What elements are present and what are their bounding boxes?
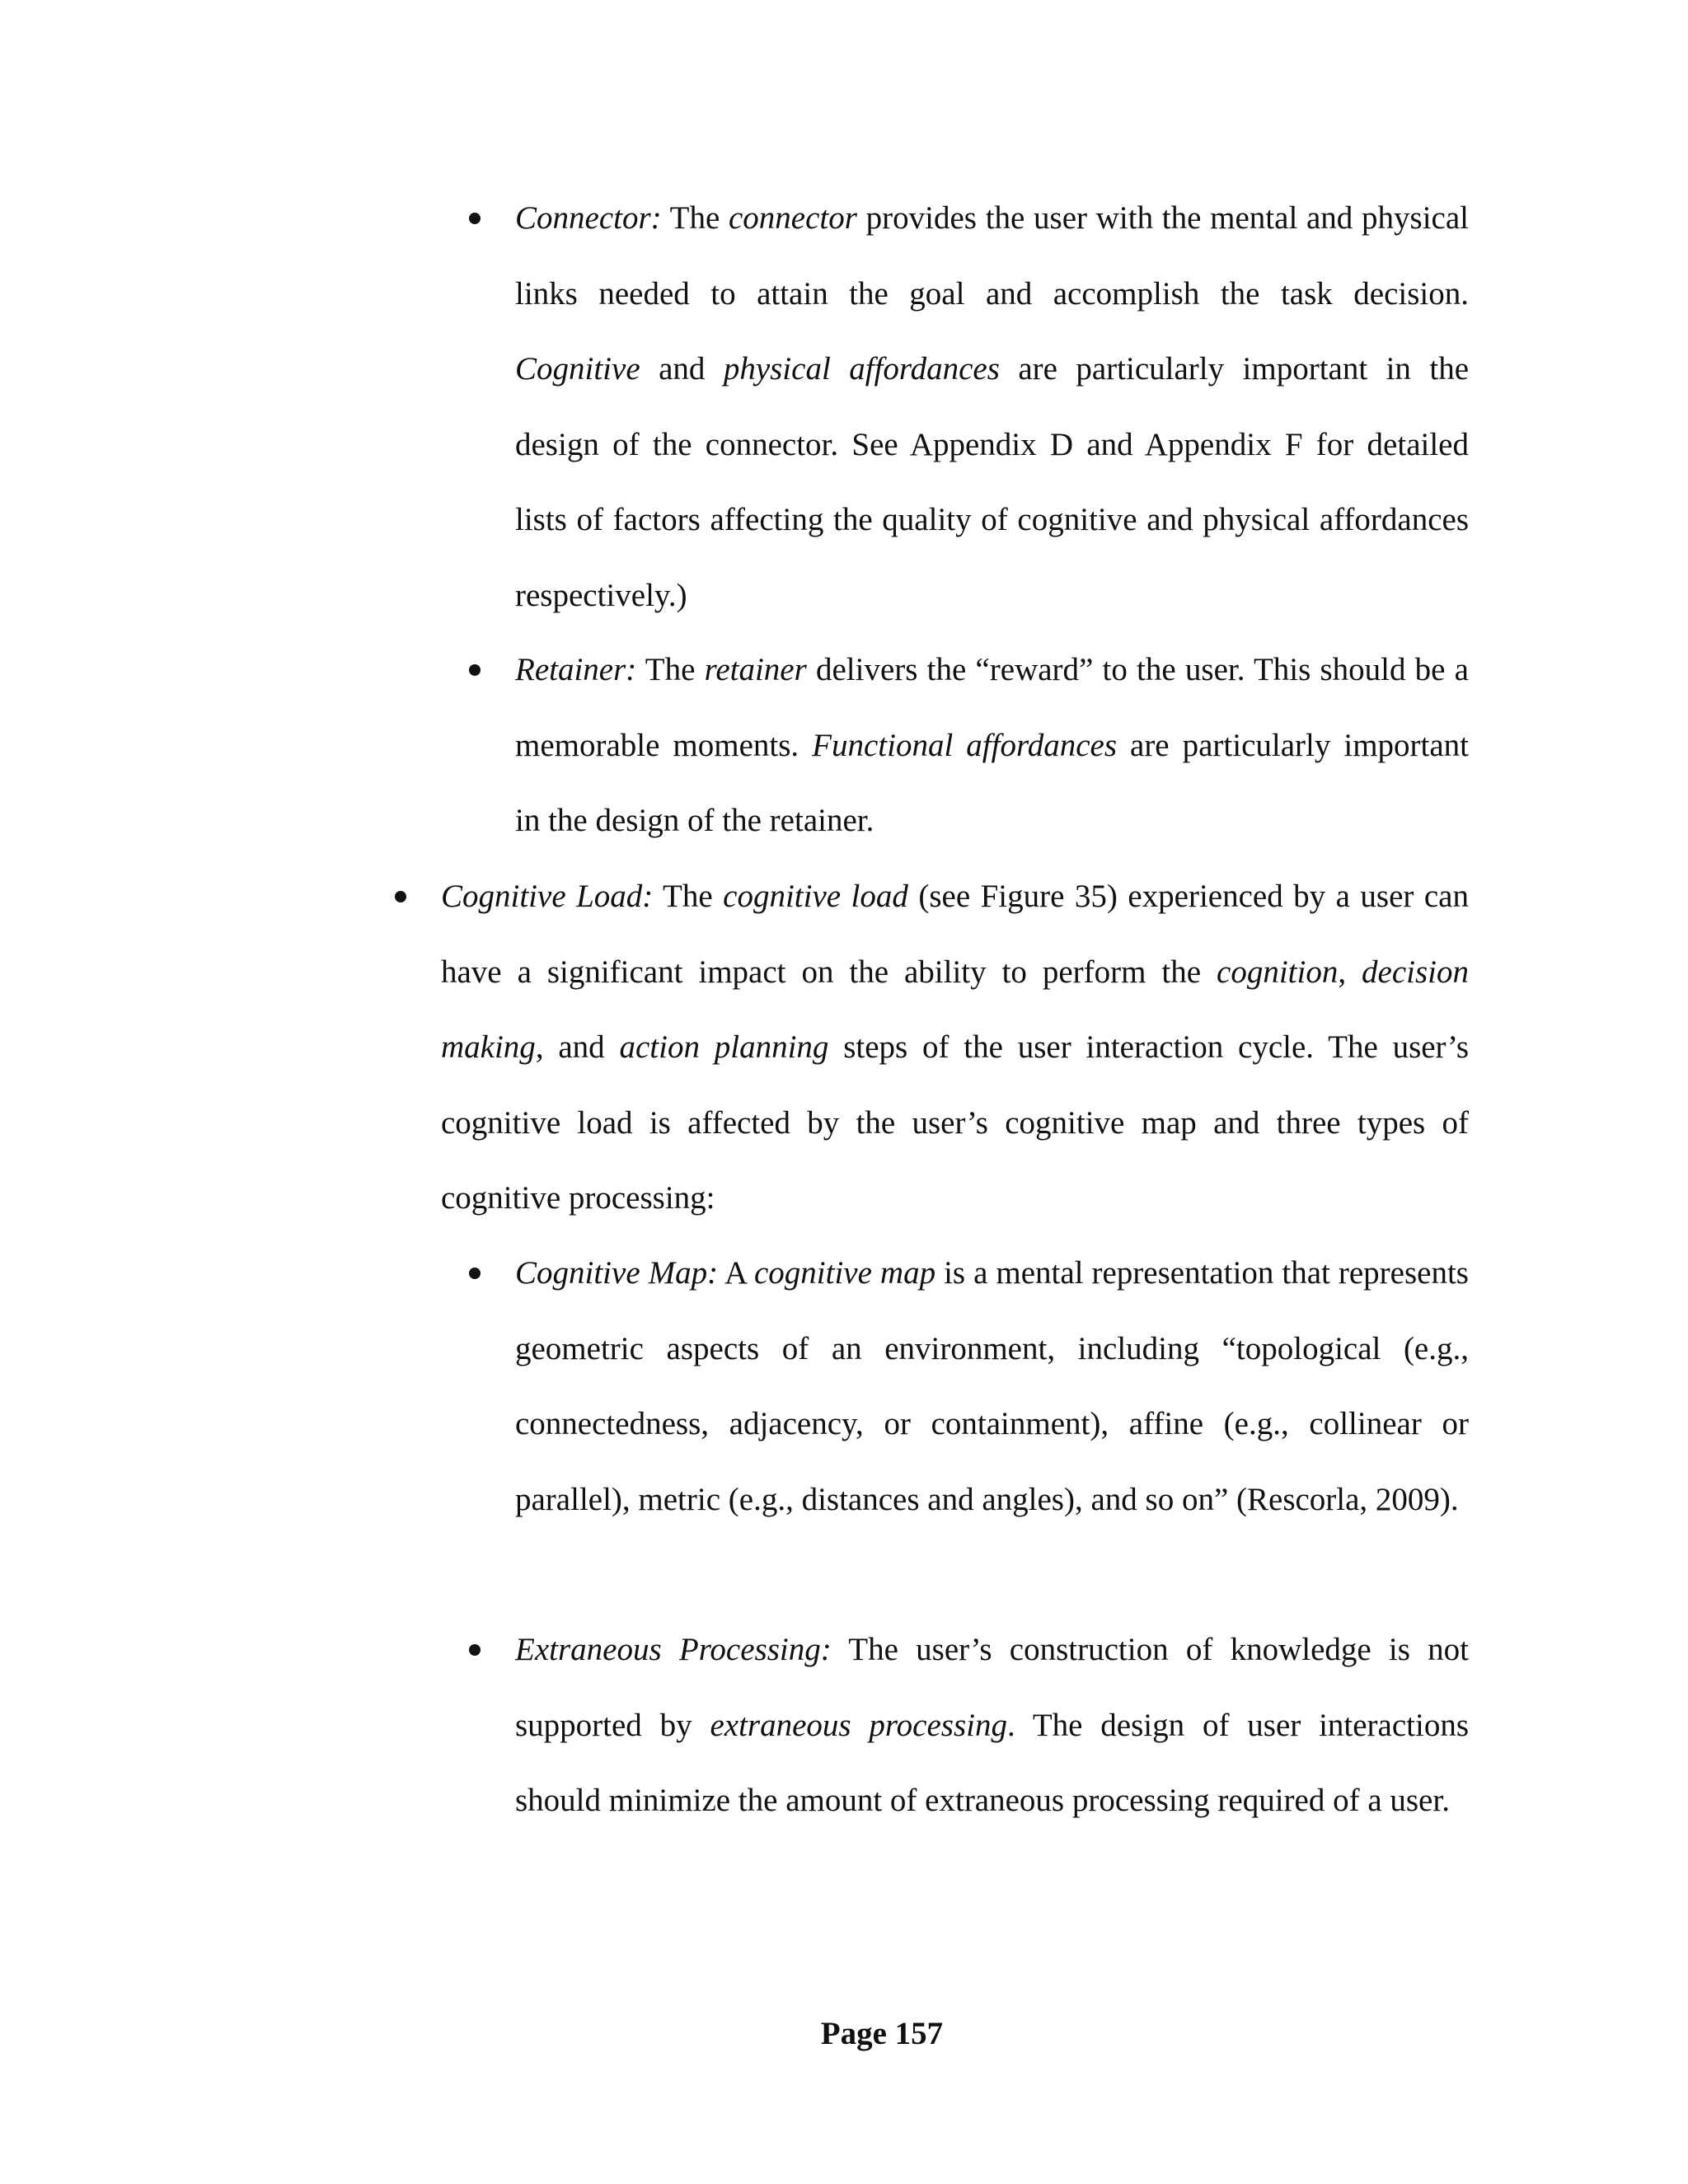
paragraph-cognitive-load [441,859,1469,1236]
emphasis: Cognitive [515,351,640,387]
emphasis: extraneous processing [710,1707,1007,1743]
text-run: The [653,879,724,914]
term-cognitive-map: Cognitive Map: [515,1255,719,1291]
text-run: , [1338,954,1362,990]
bullet-icon [395,891,406,902]
text-run: and [640,351,724,387]
emphasis: Functional affordances [812,727,1118,763]
text-run: are particularly important in the design of the retainer. [515,727,1470,838]
text-run: are particularly important in the design of the connector. See Appendix D and Appendix F for detailed lists of factors affecting the quality of cognitive and physical affordances respectively.) [515,351,1469,613]
text-run: , and [535,1029,620,1065]
emphasis: cognition [1217,954,1339,990]
paragraph-retainer [515,632,1469,859]
text-run: (see Figure 35) experienced by a user can have a significant impact on the ability to perform the [441,879,1469,990]
emphasis: decision making [441,954,1470,1065]
text-run: provides the user with the mental and physical links needed to attain the goal and accomplish the task decision. [515,200,1469,312]
term-extraneous-processing: Extraneous Processing: [515,1632,832,1667]
paragraph-connector [515,180,1469,633]
emphasis: cognitive load [723,879,908,914]
paragraph-extraneous-processing [515,1612,1469,1839]
list-item-retainer [515,632,1469,859]
list-item-cognitive-map [515,1235,1469,1537]
term-cognitive-load: Cognitive Load: [441,879,654,914]
bullet-icon [469,213,481,224]
paragraph-cognitive-map [515,1235,1469,1537]
term-connector: Connector: [515,200,662,236]
bullet-icon [469,1644,481,1656]
page-number: Page 157 [820,2016,944,2051]
emphasis: physical affordances [723,351,1000,387]
text-run: The [636,652,705,687]
emphasis: connector [729,200,857,236]
bullet-icon [469,664,481,676]
list-item-cognitive-load [441,859,1469,1236]
emphasis: action planning [619,1029,829,1065]
text-run: . The design of user interactions should minimize the amount of extraneous processing required of a user. [515,1707,1469,1818]
text-run: The [661,200,729,236]
emphasis: cognitive map [753,1255,936,1291]
text-run: A [718,1255,754,1291]
text-run: The user’s construction of knowledge is not supported by [515,1632,1470,1743]
text-run: steps of the user interaction cycle. The user’s cognitive load is affected by the user’s cognitive map and three types of cognitive processing: [441,1029,1470,1216]
list-item-connector [515,180,1469,633]
term-retainer: Retainer: [515,652,637,687]
text-run: is a mental representation that represents geometric aspects of an environment, including “topological (e.g., connectedness, adjacency, or containment), affine (e.g., collinear or parallel), metric (e.g., distances and angles), and so on” (Rescorla, 2009). [515,1255,1469,1517]
emphasis: retainer [704,652,807,687]
list-item-extraneous-processing [515,1612,1469,1839]
text-run: delivers the “reward” to the user. This should be a memorable moments. [515,652,1469,763]
bullet-icon [469,1268,481,1279]
